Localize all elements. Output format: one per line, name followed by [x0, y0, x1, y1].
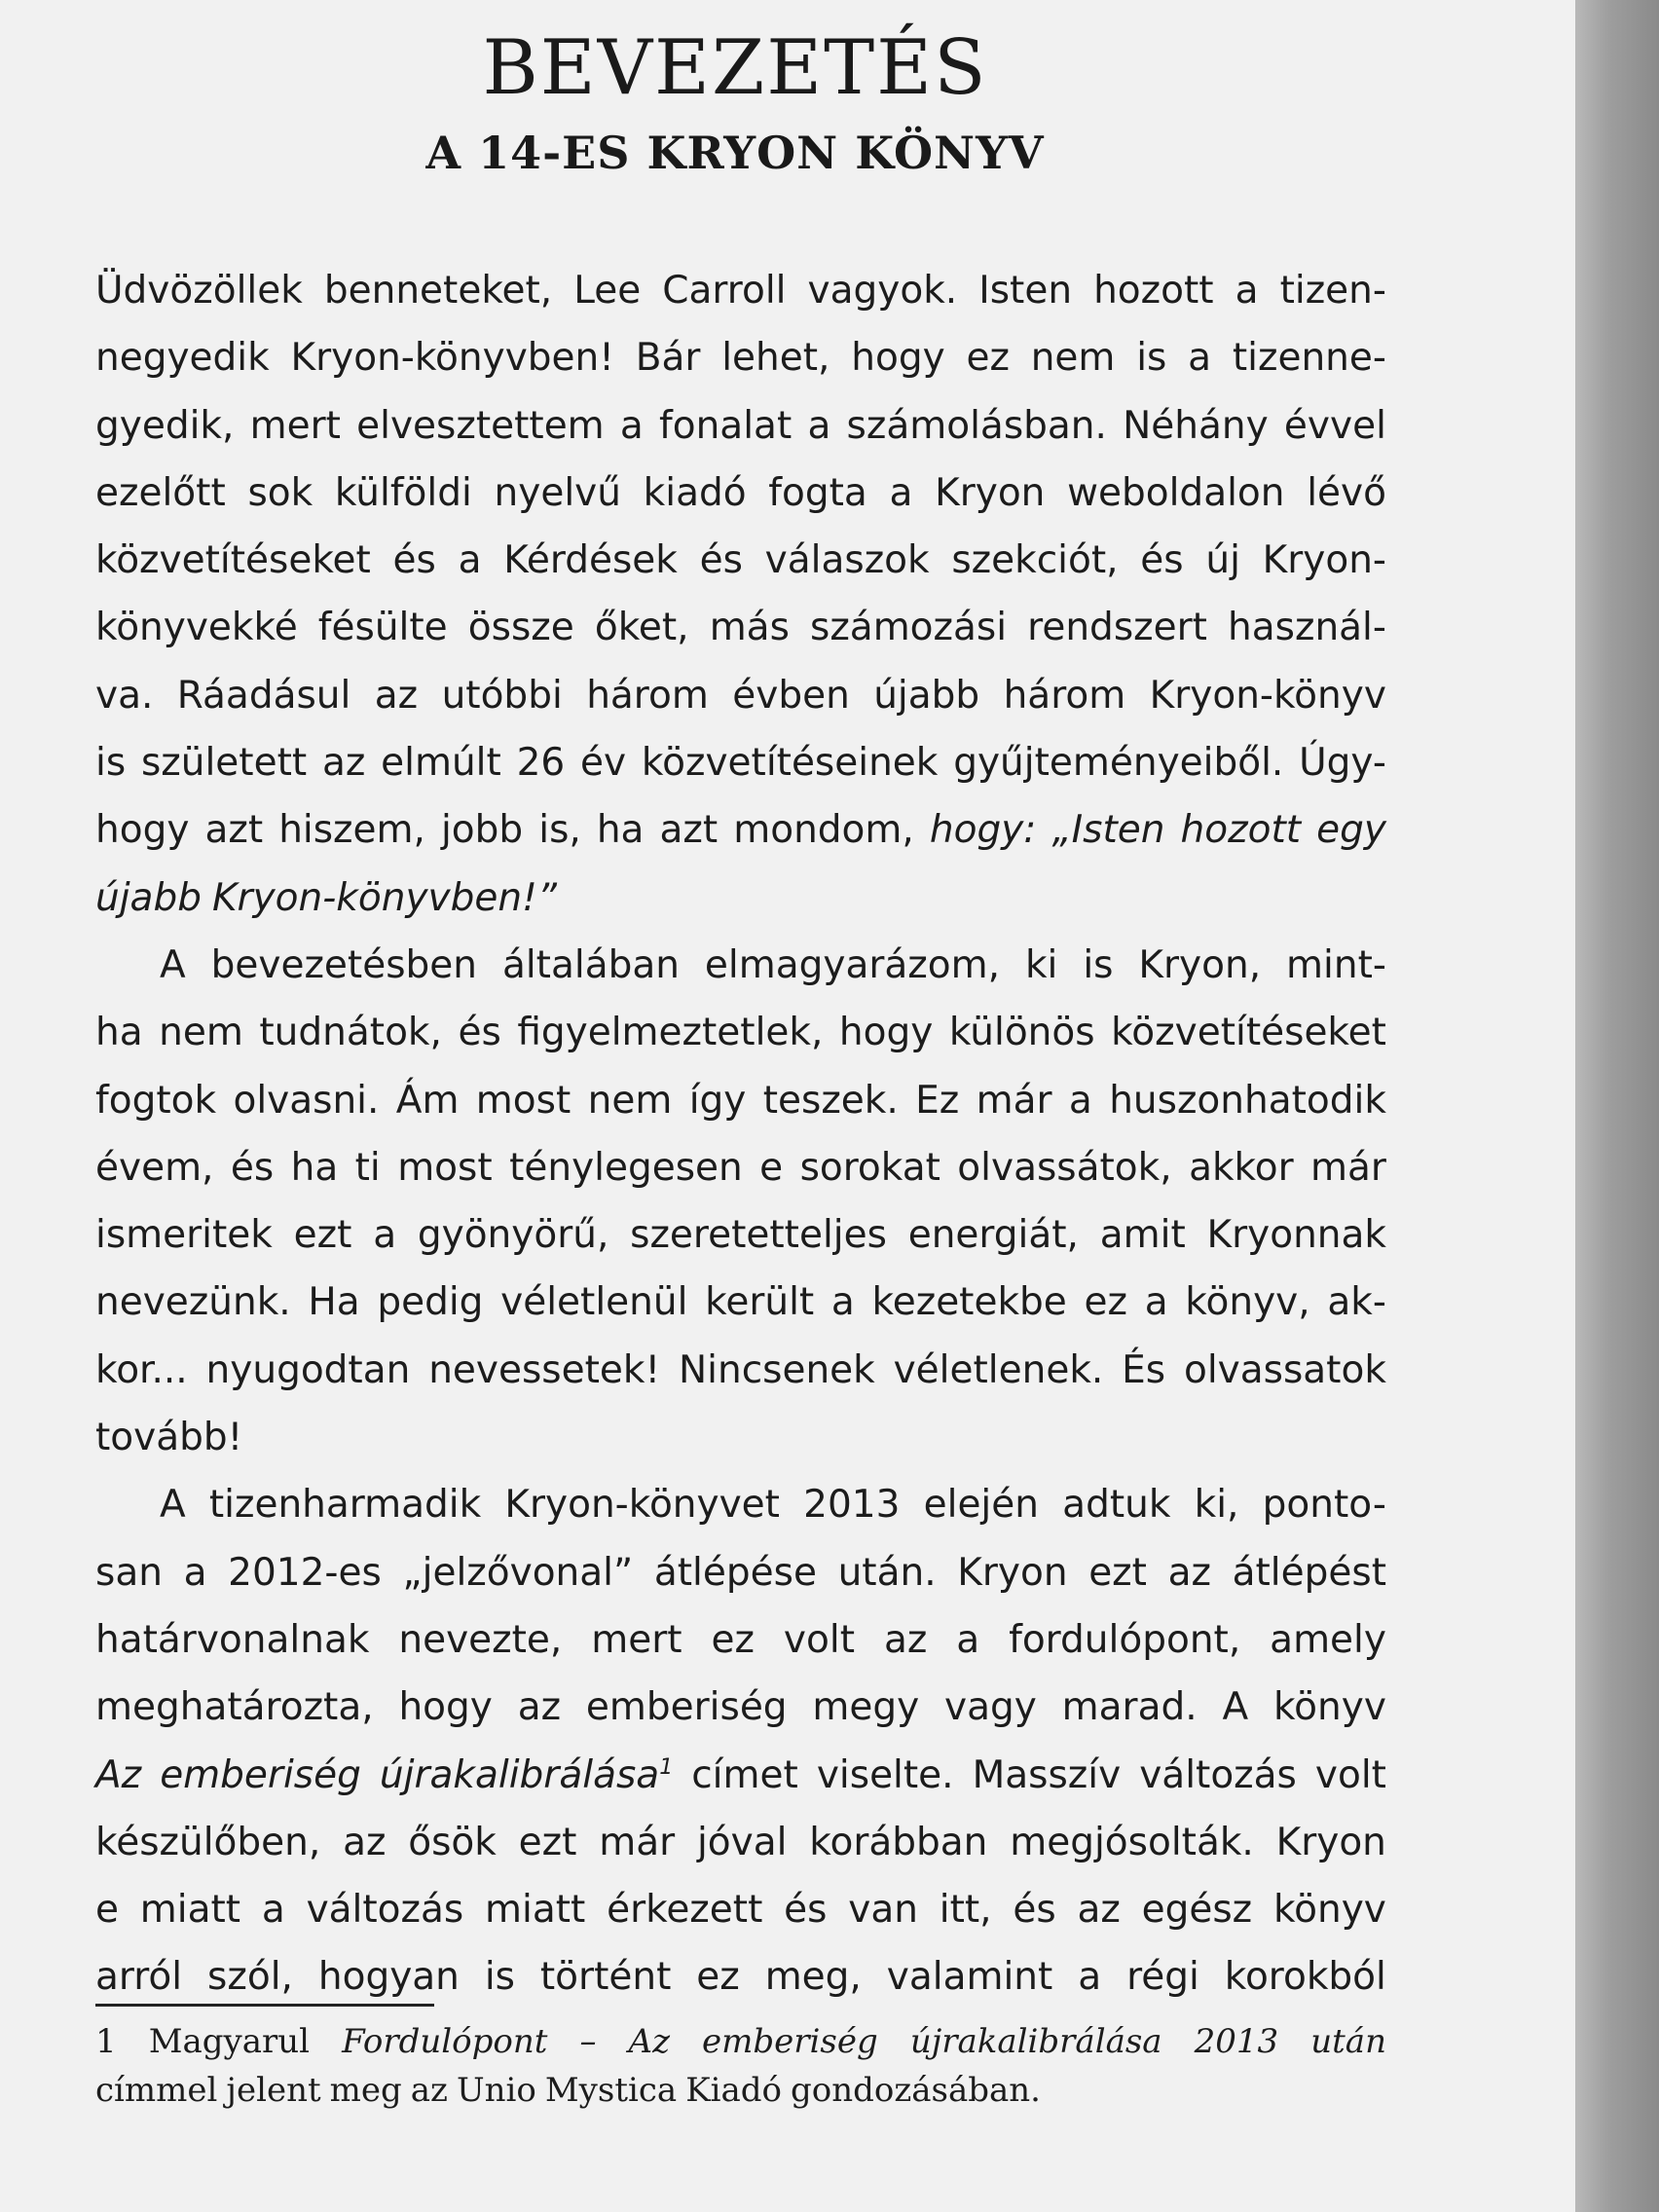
- body-line: gyedik, mert elvesztettem a fonalat a számolásban. Néhány évvel: [95, 403, 1386, 448]
- chapter-title: BEVEZETÉS: [482, 24, 988, 112]
- body-line: Az emberiség újrakalibrálása$^1$ címet viselte. Masszív változás volt: [95, 1752, 1386, 1797]
- body-line: negyedik Kryon-könyvben! Bár lehet, hogy ez nem is a tizenne-: [95, 336, 1386, 381]
- body-line: san a 2012-es „jelzővonal” átlépése után. Kryon ezt az átlépést: [95, 1550, 1386, 1595]
- body-line: ismeritek ezt a gyönyörű, szeretetteljes energiát, amit Kryonnak: [95, 1213, 1386, 1258]
- body-line: fogtok olvasni. Ám most nem így teszek. Ez már a huszonhatodik: [95, 1078, 1386, 1123]
- body-line: A bevezetésben általában elmagyarázom, ki is Kryon, mint-: [160, 942, 1386, 987]
- body-line: A tizenharmadik Kryon-könyvet 2013 elején adtuk ki, ponto-: [160, 1483, 1386, 1528]
- footnote-divider: [95, 2004, 434, 2007]
- body-line: e miatt a változás miatt érkezett és van itt, és az egész könyv: [95, 1888, 1386, 1933]
- footnote-line: 1 Magyarul Fordulópont – Az emberiség újrakalibrálása 2013 után: [95, 2022, 1386, 2061]
- body-line: hogy azt hiszem, jobb is, ha azt mondom, hogy: „Isten hozott egy: [95, 808, 1386, 853]
- footnote: [95, 2017, 1386, 2115]
- body-line: arról szól, hogyan is történt ez meg, valamint a régi korokból: [95, 1955, 1386, 2000]
- body-line: újabb Kryon-könyvben!”: [95, 875, 557, 920]
- body-text: [95, 257, 1386, 2011]
- body-line: kor... nyugodtan nevessetek! Nincsenek véletlenek. És olvassatok: [95, 1347, 1386, 1392]
- body-line: ezelőtt sok külföldi nyelvű kiadó fogta a Kryon weboldalon lévő: [95, 470, 1386, 515]
- body-line: könyvekké fésülte össze őket, más számozási rendszert használ-: [95, 606, 1386, 650]
- body-line: évem, és ha ti most ténylegesen e sorokat olvassátok, akkor már: [95, 1145, 1386, 1190]
- body-line: tovább!: [95, 1416, 243, 1460]
- body-line: meghatározta, hogy az emberiség megy vagy marad. A könyv: [95, 1685, 1386, 1730]
- body-line: va. Ráadásul az utóbbi három évben újabb három Kryon-könyv: [95, 673, 1386, 718]
- body-line: ha nem tudnátok, és figyelmeztetlek, hogy különös közvetítéseket: [95, 1011, 1386, 1055]
- chapter-subtitle: A 14-ES KRYON KÖNYV: [425, 127, 1045, 179]
- body-line: nevezünk. Ha pedig véletlenül került a kezetekbe ez a könyv, ak-: [95, 1280, 1386, 1325]
- body-line: Üdvözöllek benneteket, Lee Carroll vagyok. Isten hozott a tizen-: [95, 269, 1386, 313]
- body-line: is született az elmúlt 26 év közvetítéseinek gyűjteményeiből. Úgy-: [95, 741, 1386, 786]
- footnote-line: címmel jelent meg az Unio Mystica Kiadó gondozásában.: [95, 2071, 1041, 2110]
- body-line: határvonalnak nevezte, mert ez volt az a fordulópont, amely: [95, 1617, 1386, 1662]
- body-line: készülőben, az ősök ezt már jóval korábban megjósolták. Kryon: [95, 1820, 1386, 1864]
- page-edge-shadow: [1575, 0, 1659, 2212]
- body-line: közvetítéseket és a Kérdések és válaszok szekciót, és új Kryon-: [95, 538, 1386, 583]
